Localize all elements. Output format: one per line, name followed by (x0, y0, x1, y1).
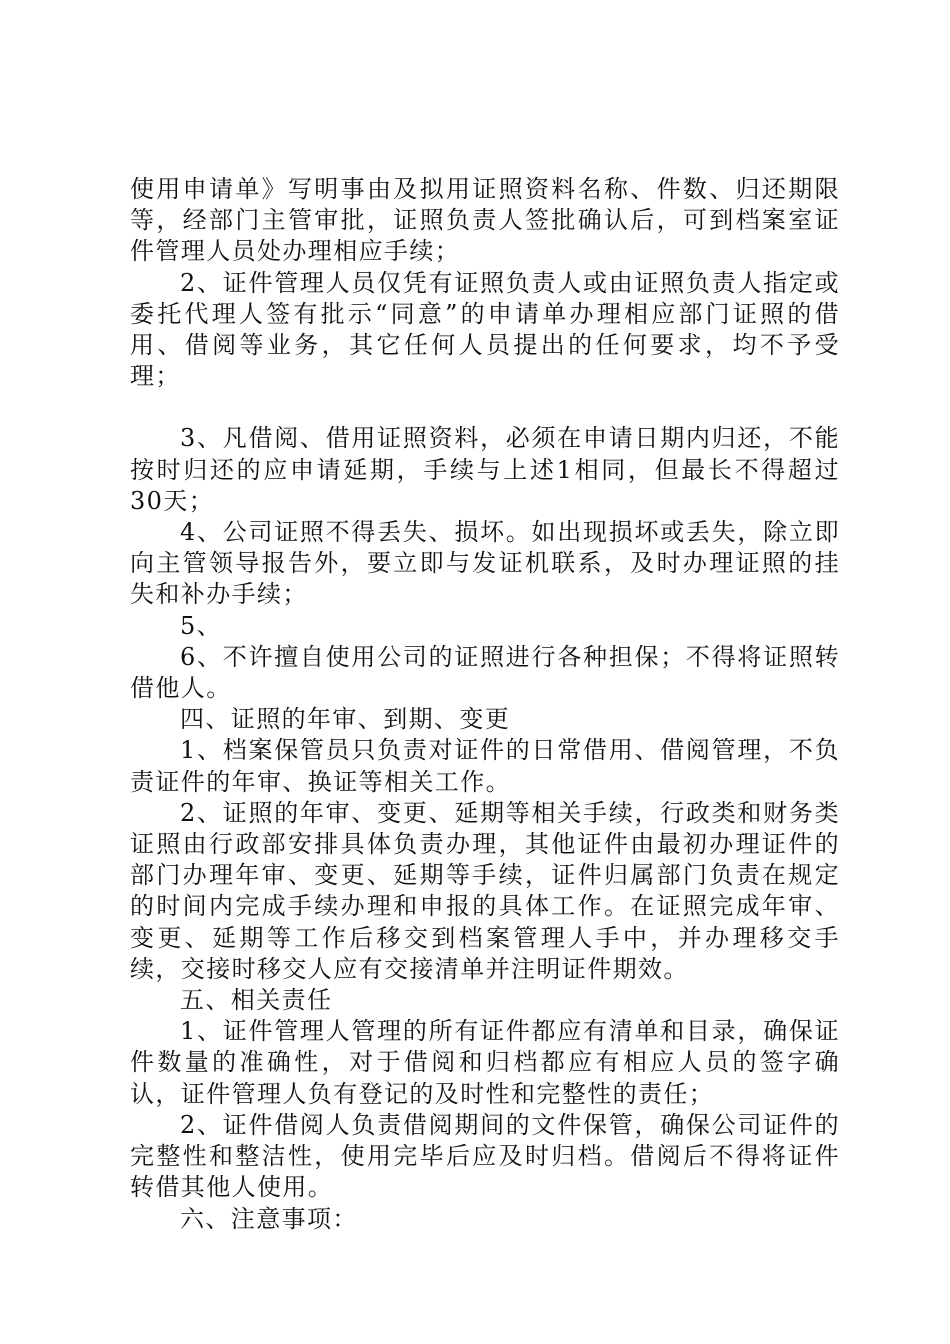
section-heading-4: 四、证照的年审、到期、变更 (180, 705, 511, 734)
paragraph-item-4: 4、公司证照不得丢失、损坏。如出现损坏或丢失，除立即向主管领导报告外，要立即与发证机联系，及时办理证照的挂失和补办手续； (130, 518, 840, 609)
paragraph-application-form: 使用申请单》写明事由及拟用证照资料名称、件数、归还期限等，经部门主管审批，证照负责人签批确认后，可到档案室证件管理人员处办理相应手续； (130, 175, 840, 266)
paragraph-section5-item-1: 1、证件管理人管理的所有证件都应有清单和目录，确保证件数量的准确性，对于借阅和归档都应有相应人员的签字确认，证件管理人负有登记的及时性和完整性的责任； (130, 1017, 840, 1108)
paragraph-item-6: 6、不许擅自使用公司的证照进行各种担保；不得将证照转借他人。 (130, 642, 840, 703)
section-heading-6: 六、注意事项： (180, 1204, 358, 1233)
section-heading-5: 五、相关责任 (180, 986, 333, 1015)
paragraph-section4-item-1: 1、档案保管员只负责对证件的日常借用、借阅管理，不负责证件的年审、换证等相关工作。 (130, 736, 840, 796)
paragraph-section5-item-2: 2、证件借阅人负责借阅期间的文件保管，确保公司证件的完整性和整洁性，使用完毕后应及时归档。借阅后不得将证件转借其他人使用。 (130, 1110, 840, 1202)
paragraph-item-5: 5、 (180, 611, 223, 640)
paragraph-section4-item-2: 2、证照的年审、变更、延期等相关手续，行政类和财务类证照由行政部安排具体负责办理，其他证件由最初办理证件的部门办理年审、变更、延期等手续，证件归属部门负责在规定的时间内完成手续办理和申报的具体工作。在证照完成年审、变更、延期等工作后移交到档案管理人手中，并办理移交手续，交接时移交人应有交接清单并注明证件期效。 (130, 798, 840, 983)
blank-line (130, 392, 840, 423)
document-body (130, 174, 840, 1235)
paragraph-item-2: 2、证件管理人员仅凭有证照负责人或由证照负责人指定或委托代理人签有批示“同意”的申请单办理相应部门证照的借用、借阅等业务，其它任何人员提出的任何要求，均不予受理； (130, 268, 840, 391)
paragraph-item-3: 3、凡借阅、借用证照资料，必须在申请日期内归还，不能按时归还的应申请延期，手续与上述1相同，但最长不得超过30天； (130, 424, 840, 515)
